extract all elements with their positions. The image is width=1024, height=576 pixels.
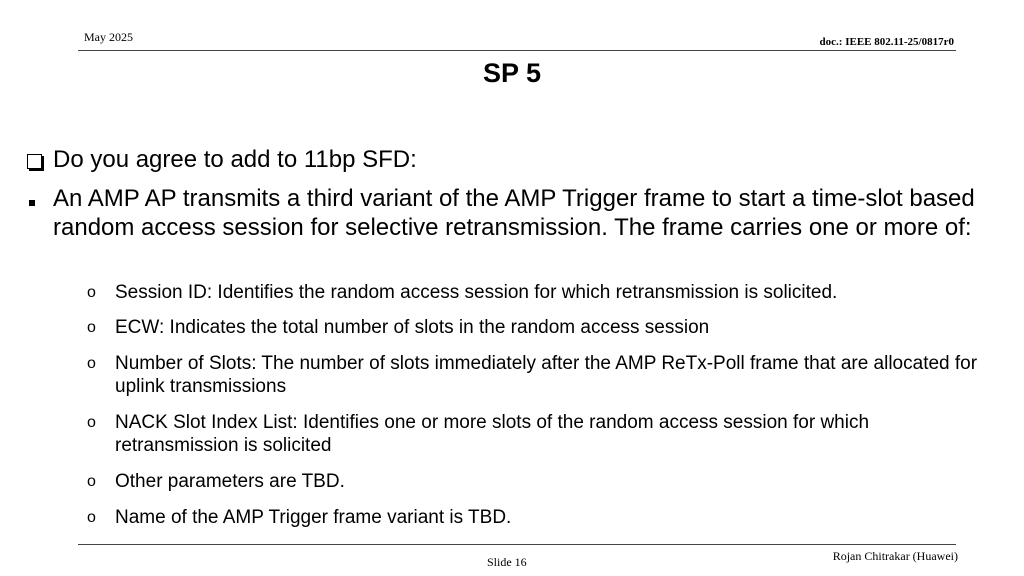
sub-bullet-text: Session ID: Identifies the random access session for which retransmission is solicited. [115,282,838,303]
circle-bullet-icon: o [87,473,96,490]
sub-bullet-text: Other parameters are TBD. [115,471,345,492]
square-bullet-icon [27,184,35,213]
sub-bullet-text: ECW: Indicates the total number of slots in the random access session [115,317,710,338]
sub-bullet-text: Number of Slots: The number of slots immediately after the AMP ReTx-Poll frame that are allocated for uplink transmissions [115,353,978,397]
footer-divider [78,544,956,545]
circle-bullet-icon: o [87,284,96,301]
circle-bullet-icon: o [87,355,96,372]
sub-bullet-text: Name of the AMP Trigger frame variant is TBD. [115,507,512,528]
slide-title: SP 5 [482,58,542,88]
sub-bullet-text: NACK Slot Index List: Identifies one or more slots of the random access session for which retransmission is solicited [115,412,870,456]
circle-bullet-icon: o [87,414,96,431]
checkbox-bullet-icon [27,145,42,176]
circle-bullet-icon: o [87,319,96,336]
question-text: Do you agree to add to 11bp SFD: [53,146,417,173]
header-divider [78,50,956,51]
slide-number: Slide 16 [487,555,527,569]
main-bullet-text: An AMP AP transmits a third variant of the AMP Trigger frame to start a time-slot based random access session for selective retransmission. The frame carries one or more of: [53,185,975,241]
circle-bullet-icon: o [87,509,96,526]
header-date: May 2025 [84,30,133,44]
author-credit: Rojan Chitrakar (Huawei) [832,549,958,563]
document-id: doc.: IEEE 802.11-25/0817r0 [819,36,954,48]
